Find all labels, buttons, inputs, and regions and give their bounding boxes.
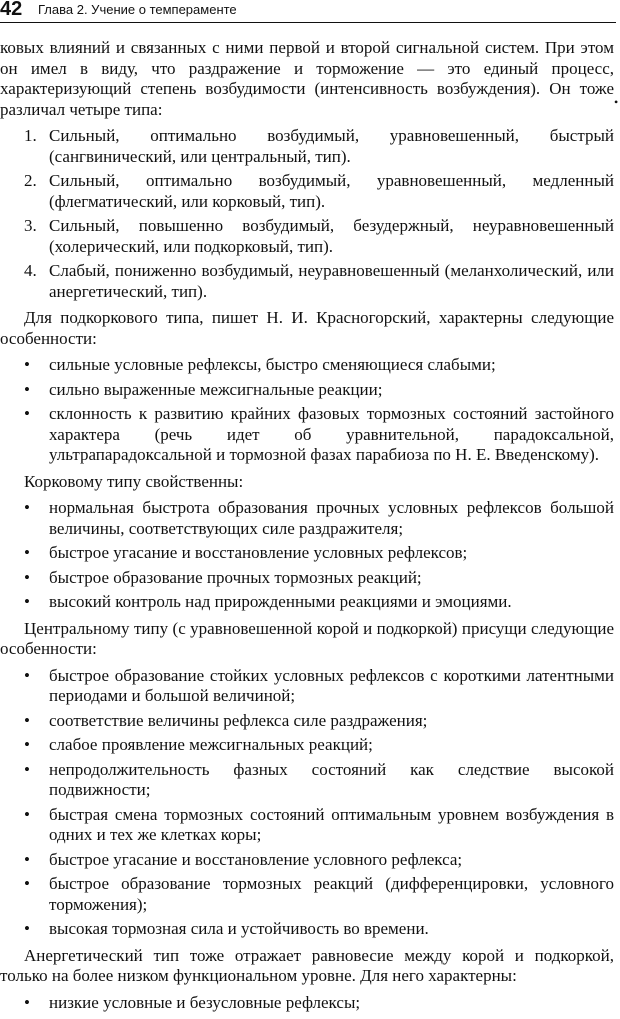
list-item-text: Сильный, оптимально возбудимый, уравновешенный, медленный (флегматический, или корковый, тип).	[49, 171, 614, 211]
list-item	[0, 216, 614, 257]
list-item	[0, 760, 614, 801]
temperament-types-list	[0, 126, 614, 302]
list-item	[0, 919, 614, 940]
list-item-text: сильно выраженные межсигнальные реакции;	[49, 379, 383, 399]
bullet-icon	[24, 805, 30, 826]
list-item-text: склонность к развитию крайних фазовых тормозных состояний застойного характера (речь идет об уравнительной, парадоксальной, ультрапарадоксальной и тормозной фазах парабиоза по Н. Е. Введенскому).	[49, 404, 614, 464]
list-item	[0, 498, 614, 539]
bullet-icon	[24, 874, 30, 895]
list-item	[0, 666, 614, 707]
bullet-icon	[24, 568, 30, 589]
paragraph: Корковому типу свойственны:	[24, 471, 244, 491]
list-number: 2.	[24, 171, 37, 190]
bullet-icon	[24, 543, 30, 564]
list-item	[0, 126, 614, 167]
paragraph: Анергетический тип тоже отражает равновесие между корой и подкоркой, только на более низком функциональном уровне. Для него характерны:	[0, 945, 614, 985]
list-item-text: слабое проявление межсигнальных реакций;	[49, 735, 373, 754]
list-item	[0, 171, 614, 212]
list-item	[0, 874, 614, 915]
paragraph: Для подкоркового типа, пишет Н. И. Красногорский, характерны следующие особенности:	[0, 308, 614, 348]
bullet-icon	[24, 666, 30, 687]
list-item-text: быстрое угасание и восстановление условных рефлексов;	[49, 543, 468, 562]
margin-mark: •	[614, 95, 619, 109]
list-item-text: Сильный, оптимально возбудимый, уравновешенный, быстрый (сангвинический, или центральный, тип).	[49, 126, 614, 166]
page-body	[0, 38, 614, 1019]
list-item-text: соответствие величины рефлекса силе раздражения;	[49, 710, 428, 730]
list-item	[0, 993, 614, 1014]
bullet-icon	[24, 760, 30, 781]
list-item-text: низкие условные и безусловные рефлексы;	[49, 992, 361, 1012]
bullet-icon	[24, 498, 30, 519]
list-item-text: быстрое угасание и восстановление условного рефлекса;	[49, 849, 463, 869]
bullet-icon	[24, 993, 30, 1014]
list-item-text: Сильный, повышенно возбудимый, безудержный, неуравновешенный (холерический, или подкорковый, тип).	[49, 216, 614, 256]
list-number: 3.	[24, 216, 37, 235]
list-item	[0, 850, 614, 871]
list-item	[0, 261, 614, 302]
list-number: 1.	[24, 126, 37, 145]
paragraph: ковых влияний и связанных с ними первой и второй сигнальной систем. При этом он имел в виду, что раздражение и торможение — это единый процесс, характеризующий степень возбудимости (интенсивность возбуждения). Он тоже различал четыре типа:	[0, 38, 614, 119]
list-item	[0, 805, 614, 846]
list-item-text: высокий контроль над прирожденными реакциями и эмоциями.	[49, 592, 512, 611]
bullet-icon	[24, 404, 30, 425]
page-number: 42	[0, 0, 23, 20]
list-item	[0, 711, 614, 732]
list-number: 4.	[24, 261, 37, 280]
bullet-icon	[24, 355, 30, 376]
list-item	[0, 735, 614, 756]
anergetic-list	[0, 993, 614, 1014]
running-header	[0, 0, 616, 23]
list-item	[0, 380, 614, 401]
list-item-text: сильные условные рефлексы, быстро сменяющиеся слабыми;	[49, 355, 496, 374]
chapter-title: Глава 2. Учение о темпераменте	[38, 2, 237, 17]
list-item	[0, 404, 614, 466]
subcortical-list	[0, 355, 614, 466]
list-item-text: быстрое образование прочных тормозных реакций;	[49, 567, 422, 587]
list-item-text: быстрое образование стойких условных рефлексов с короткими латентными периодами и большой величиной;	[49, 665, 614, 705]
bullet-icon	[24, 380, 30, 401]
bullet-icon	[24, 592, 30, 613]
list-item	[0, 592, 614, 613]
list-item-text: Слабый, пониженно возбудимый, неуравновешенный (меланхолический, или анергетический, тип).	[49, 261, 614, 301]
cortical-list	[0, 498, 614, 613]
list-item-text: быстрое образование тормозных реакций (дифференцировки, условного торможения);	[49, 874, 614, 914]
list-item	[0, 355, 614, 376]
bullet-icon	[24, 735, 30, 756]
bullet-icon	[24, 919, 30, 940]
list-item	[0, 568, 614, 589]
bullet-icon	[24, 850, 30, 871]
bullet-icon	[24, 711, 30, 732]
list-item-text: непродолжительность фазных состояний как следствие высокой подвижности;	[49, 759, 614, 799]
paragraph: Центральному типу (с уравновешенной корой и подкоркой) присущи следующие особенности:	[0, 618, 614, 658]
list-item	[0, 543, 614, 564]
list-item-text: быстрая смена тормозных состояний оптимальным уровнем возбуждения в одних и тех же клетках коры;	[49, 804, 614, 844]
list-item-text: высокая тормозная сила и устойчивость во времени.	[49, 919, 429, 938]
list-item-text: нормальная быстрота образования прочных условных рефлексов большой величины, соответствующих силе раздражителя;	[49, 498, 614, 538]
central-list	[0, 666, 614, 940]
